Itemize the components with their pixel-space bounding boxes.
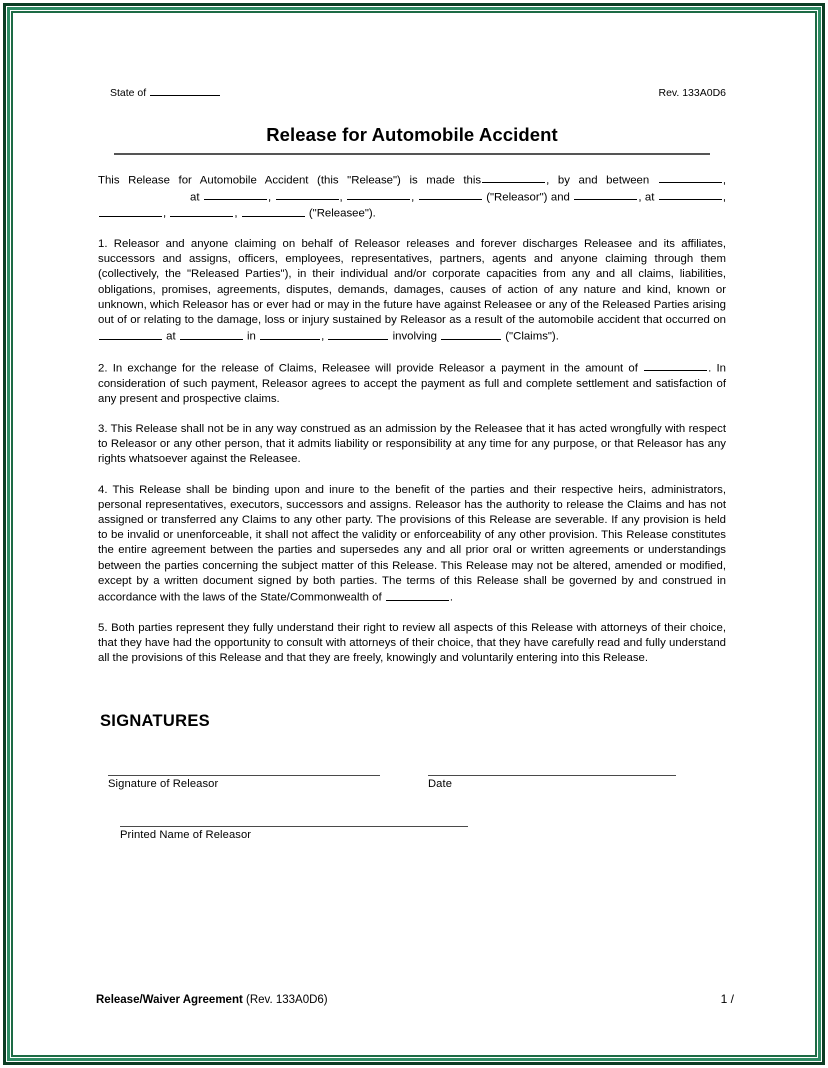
signature-field: [108, 775, 380, 790]
clause-1-number: 1.: [98, 238, 108, 251]
signature-row-2: [108, 826, 728, 841]
clause-1-blank-state[interactable]: [328, 328, 388, 339]
document-header: [96, 86, 728, 106]
clause-1-seg-at: at: [166, 330, 176, 343]
intro-seg-13: ("Releasee").: [308, 207, 376, 220]
clause-4-text-a: This Release shall be binding upon and inure to the benefit of the parties and their respective heirs, administrators, personal representatives, executors, successors and assigns. Releasor has the authority to release the Claims and has not assigned or transferred any Claims to any other party. The provisions of this Release are severable. If any provision is held to be invalid or unenforceable, it shall not affect the validity or enforceability of any other provision. This Release constitutes the entire agreement between the parties and supersedes any and all prior oral or written agreements or understandings between the parties concerning the subject matter of this Release. This Release may not be altered, amended or modified, except by a written document signed by both parties. The terms of this Release shall be governed by and construed in accordance with the laws of the State/Commonwealth of: [98, 483, 726, 604]
intro-blank-releasee-addr[interactable]: [659, 189, 722, 200]
intro-blank-releasor-city[interactable]: [276, 189, 339, 200]
signatures-heading: SIGNATURES: [100, 712, 210, 731]
clause-5-text: Both parties represent they fully understand their right to review all aspects of this Release with attorneys of their choice, that they have had the opportunity to consult with attorneys of their choice, that they have carefully read and fully understand all the provisions of this Release and that they are freely, knowingly and voluntarily entering into this Release.: [98, 621, 726, 665]
footer-title-revision: (Rev. 133A0D6): [246, 994, 328, 1006]
intro-blank-releasee-city[interactable]: [99, 205, 162, 216]
signature-label: Signature of Releasor: [108, 778, 219, 791]
clause-2-text-b: . In consideration of such payment, Releasor agrees to accept the payment as full and complete settlement and satisfaction of any present and prospective claims.: [98, 362, 726, 405]
clause-4-number: 4.: [98, 483, 108, 496]
clause-1-seg-claims: ("Claims").: [505, 330, 559, 343]
signature-block: [96, 775, 728, 885]
clause-2-text-a: In exchange for the release of Claims, Releasee will provide Releasor a payment in the amount of: [112, 362, 638, 375]
clause-2: [98, 360, 726, 407]
page-title: Release for Automobile Accident: [266, 124, 558, 145]
intro-seg-5: ,: [267, 191, 272, 204]
state-of-field: [96, 86, 220, 99]
intro-blank-releasor-addr[interactable]: [204, 189, 267, 200]
clause-4-text-b: .: [449, 591, 453, 604]
document-footer: [96, 992, 738, 1006]
intro-blank-releasee-name[interactable]: [574, 189, 637, 200]
title-block: [96, 124, 728, 155]
clause-1-blank-time[interactable]: [180, 328, 243, 339]
intro-seg-9: , at: [638, 191, 655, 204]
intro-seg-2: , by and between: [546, 174, 650, 187]
clause-1: [98, 237, 726, 345]
clause-2-blank-amount[interactable]: [644, 360, 707, 371]
intro-paragraph: [98, 172, 726, 222]
intro-seg-6: ,: [339, 191, 343, 204]
date-field: [428, 775, 676, 790]
state-of-blank[interactable]: [150, 86, 220, 96]
clause-3-text: This Release shall not be in any way construed as an admission by the Releasee that it has acted wrongfully with respect to Releasor or any other person, that it admits liability or responsibility at any time for any purpose, or that Releasor has any rights whatsoever against the Releasee.: [98, 423, 726, 466]
clause-3-number: 3.: [98, 423, 108, 436]
signature-row-1: [108, 775, 728, 790]
intro-blank-releasee-zip[interactable]: [242, 205, 305, 216]
date-label: Date: [428, 778, 453, 791]
intro-blank-releasor-state[interactable]: [347, 189, 410, 200]
footer-title-bold: Release/Waiver Agreement: [96, 994, 243, 1006]
clause-1-seg-involving: involving: [392, 330, 437, 343]
footer-page-number: 1 /: [720, 992, 734, 1006]
intro-blank-releasor-zip[interactable]: [419, 189, 482, 200]
document-body: [96, 172, 728, 666]
clause-1-blank-date[interactable]: [99, 328, 162, 339]
footer-title: [96, 994, 328, 1006]
document-content: [96, 86, 728, 885]
title-divider: [114, 153, 710, 155]
clause-1-blank-parties[interactable]: [441, 328, 501, 339]
revision-code: Rev. 133A0D6: [658, 87, 726, 100]
clause-1-text: Releasor and anyone claiming on behalf of Releasor releases and forever discharges Releasee and its affiliates, successors and assigns, officers, employees, representatives, partners, agents and anyone claiming through them (collectively, the "Released Parties"), in their individual and/or corporate capacities from any and all claims, liabilities, obligations, promises, agreements, disputes, demands, damages, causes of action of any nature and kind, known or unknown, which Releasor has or ever had or may in the future have against Releasee or any of the Released Parties arising out of or relating to the damage, loss or injury sustained by Releasor as a result of the automobile accident that occurred on: [98, 238, 726, 327]
clause-5: [98, 621, 726, 667]
clause-1-seg-comma: ,: [321, 330, 325, 343]
intro-seg-12: ,: [234, 207, 238, 220]
intro-seg-4: at: [190, 191, 200, 204]
intro-seg-8: ("Releasor") and: [486, 191, 570, 204]
intro-seg-10: ,: [722, 191, 727, 204]
clause-4: [98, 483, 726, 606]
intro-blank-releasee-state[interactable]: [170, 205, 233, 216]
intro-seg-11: ,: [163, 207, 167, 220]
intro-seg-1: This Release for Automobile Accident (this "Release") is made this: [98, 174, 482, 187]
intro-seg-3: ,: [722, 174, 726, 187]
intro-blank-date[interactable]: [482, 172, 545, 183]
clause-4-blank-state[interactable]: [386, 589, 449, 600]
clause-1-blank-city[interactable]: [260, 328, 320, 339]
intro-blank-releasor-name[interactable]: [659, 172, 722, 183]
intro-seg-7: ,: [411, 191, 415, 204]
clause-5-number: 5.: [98, 621, 108, 634]
clause-2-number: 2.: [98, 362, 108, 375]
printed-name-field: [120, 826, 468, 841]
printed-name-label: Printed Name of Releasor: [120, 829, 252, 842]
clause-1-seg-in: in: [247, 330, 256, 343]
state-of-label: State of: [110, 87, 147, 100]
clause-3: [98, 422, 726, 468]
